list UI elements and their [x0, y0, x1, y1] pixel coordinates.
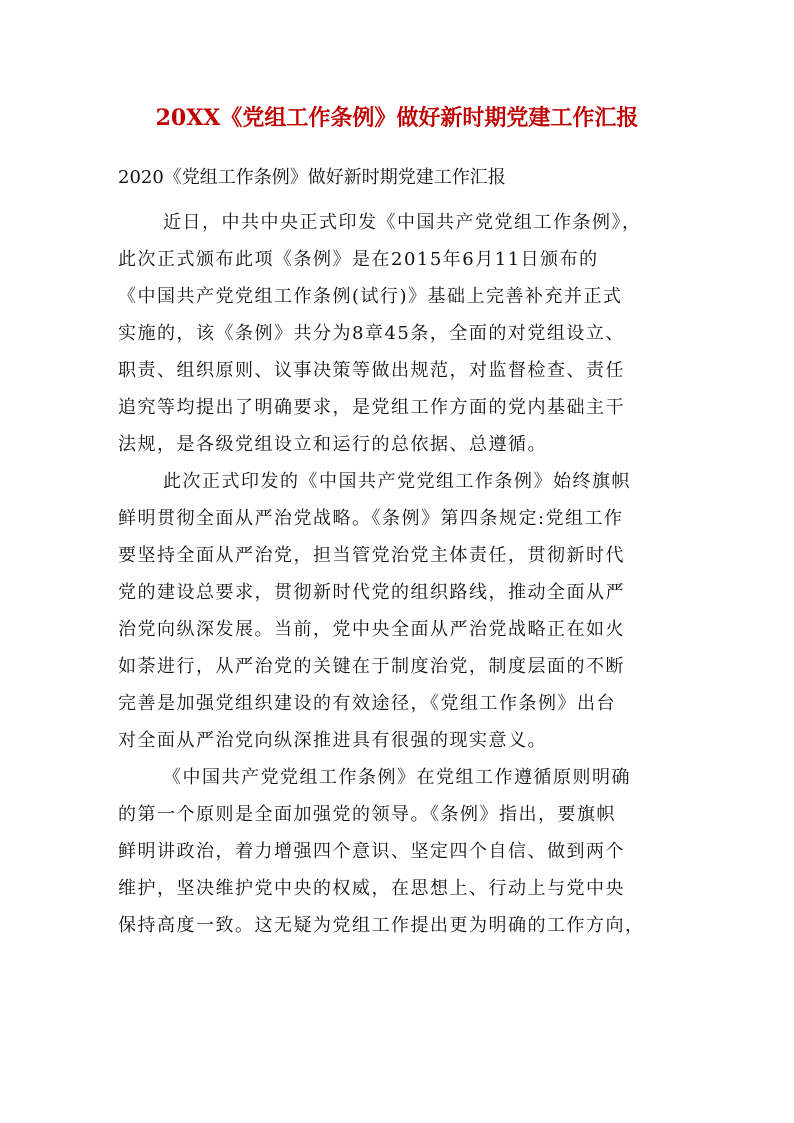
paragraph-line: 近日，中共中央正式印发《中国共产党党组工作条例》，: [163, 212, 642, 233]
document-subtitle: 2020《党组工作条例》做好新时期党建工作汇报: [118, 167, 506, 188]
paragraph: [118, 204, 682, 463]
paragraph-line: 《中国共产党党组工作条例(试行)》基础上完善补充并正式: [118, 286, 623, 307]
paragraph-line: 《中国共产党党组工作条例》在党组工作遵循原则明确: [163, 767, 631, 788]
paragraph-line: 的第一个原则是全面加强党的领导。《条例》指出，要旗帜: [118, 804, 616, 825]
paragraph-line: 保持高度一致。这无疑为党组工作提出更为明确的工作方向，: [118, 915, 645, 936]
paragraph-line: 如荼进行，从严治党的关键在于制度治党，制度层面的不断: [118, 656, 625, 677]
paragraph-line: 职责、组织原则、议事决策等做出规范，对监督检查、责任: [118, 360, 625, 381]
paragraph-line: 鲜明贯彻全面从严治党战略。《条例》第四条规定:党组工作: [118, 508, 624, 529]
document-title: 20XX《党组工作条例》做好新时期党建工作汇报: [155, 105, 639, 131]
paragraph: [118, 759, 682, 944]
paragraph-line: 维护，坚决维护党中央的权威，在思想上、行动上与党中央: [118, 878, 625, 899]
paragraph-line: 要坚持全面从严治党，担当管党治党主体责任，贯彻新时代: [118, 545, 625, 566]
paragraph-line: 对全面从严治党向纵深推进具有很强的现实意义。: [118, 730, 547, 751]
paragraph-line: 追究等均提出了明确要求，是党组工作方面的党内基础主干: [118, 397, 625, 418]
paragraph-line: 完善是加强党组织建设的有效途径，《党组工作条例》出台: [118, 693, 616, 714]
paragraph-line: 法规，是各级党组设立和运行的总依据、总遵循。: [118, 434, 547, 455]
paragraph-line: 党的建设总要求，贯彻新时代党的组织路线，推动全面从严: [118, 582, 625, 603]
paragraph-line: 此次正式印发的《中国共产党党组工作条例》始终旗帜: [163, 471, 631, 492]
paragraph-line: 鲜明讲政治，着力增强四个意识、坚定四个自信、做到两个: [118, 841, 625, 862]
document-body: [118, 204, 682, 944]
paragraph: [118, 463, 682, 759]
paragraph-line: 治党向纵深发展。当前，党中央全面从严治党战略正在如火: [118, 619, 625, 640]
paragraph-line: 此次正式颁布此项《条例》是在2015年6月11日颁布的: [118, 249, 599, 270]
paragraph-line: 实施的，该《条例》共分为8章45条，全面的对党组设立、: [118, 323, 625, 344]
